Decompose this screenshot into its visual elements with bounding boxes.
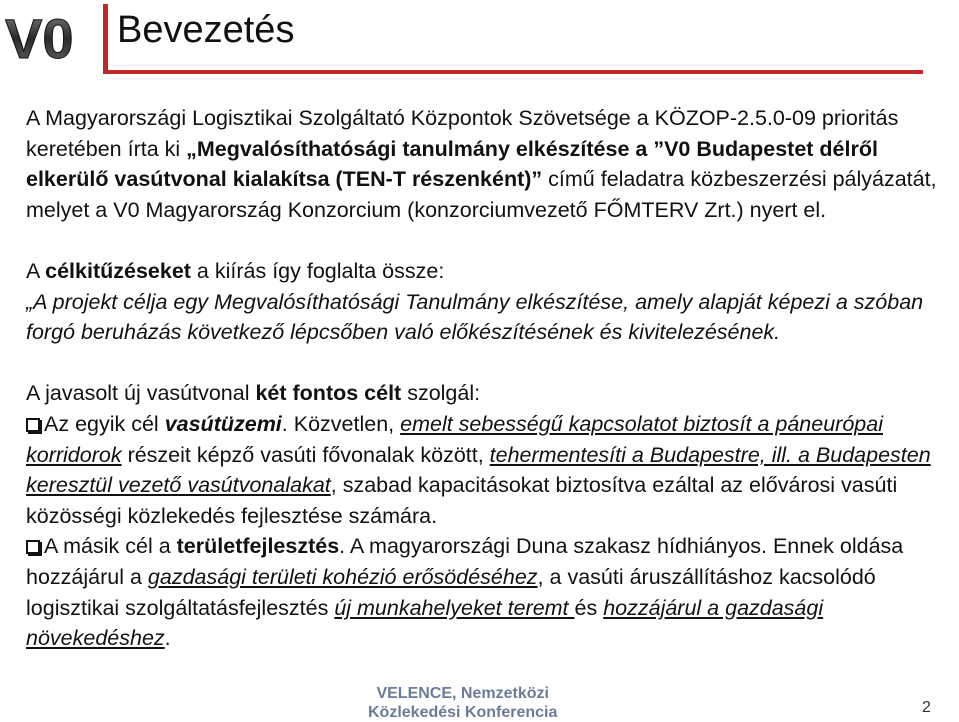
- v0-logo: [5, 8, 89, 66]
- bullet2-text-5: .: [164, 626, 171, 651]
- page-title: Bevezetés: [117, 9, 295, 51]
- slide-body: [26, 103, 938, 654]
- footer-line-2: Közlekedési Konferencia: [368, 704, 558, 721]
- bullet1-text-3: részeit képző vasúti fővonalak között,: [121, 442, 490, 467]
- bullet2-underlined-2: új munkahelyeket teremt: [334, 595, 575, 620]
- checkbox-bullet-icon: [26, 418, 40, 432]
- goals-keyword: két fontos célt: [255, 381, 402, 406]
- bullet-development: [26, 531, 938, 653]
- bullet-railway: [26, 409, 938, 531]
- bullet1-keyword: vasútüzemi: [164, 411, 282, 436]
- title-accent-bar: [103, 4, 108, 72]
- objectives-text-1: A: [26, 258, 46, 283]
- objectives-paragraph: [26, 256, 938, 287]
- bullet2-text-2: . A magyarországi Duna szakasz hídhiányos. Ennek oldása hozzájárul a: [26, 534, 904, 589]
- study-title: „Megvalósíthatósági tanulmány elkészítése a ”V0 Budapestet délről elkerülő vasútvonal kialakítsa (TEN-T részenként)”: [26, 136, 878, 192]
- bullet1-underlined-1: emelt sebességű kapcsolatot biztosít a páneurópai korridorok: [26, 411, 883, 467]
- footer-line-1: VELENCE, Nemzetközi: [376, 685, 549, 702]
- bullet2-text-1: A másik cél a: [44, 534, 177, 559]
- page-number: 2: [922, 699, 931, 716]
- checkbox-bullet-icon: [26, 540, 40, 554]
- intro-text-1: A Magyarországi Logisztikai Szolgáltató Központok Szövetsége a KÖZOP-2.5.0-09 prioritás keretében írta ki: [26, 106, 899, 161]
- goals-paragraph: [26, 378, 938, 409]
- goals-text-1: A javasolt új vasútvonal: [26, 381, 256, 406]
- intro-paragraph: [26, 103, 938, 225]
- bullet1-text-4: , szabad kapacitásokat biztosítva ezáltal az elővárosi vasúti közösségi közlekedés fejlesztése számára.: [26, 473, 898, 528]
- bullet1-text-1: Az egyik cél: [44, 411, 165, 436]
- bullet2-keyword: területfejlesztés: [176, 534, 340, 559]
- title-underline: [103, 70, 923, 74]
- bullet1-text-2: . Közvetlen,: [281, 411, 401, 436]
- objectives-text-2: a kiírás így foglalta össze:: [190, 258, 445, 283]
- goals-text-2: szolgál:: [401, 381, 481, 406]
- bullet2-underlined-3: hozzájárul a gazdasági növekedéshez: [26, 595, 824, 651]
- bullet2-text-3: , a vasúti áruszállításhoz kacsolódó logisztikai szolgáltatásfejlesztés: [26, 564, 876, 620]
- svg-text:V0: V0: [5, 8, 74, 66]
- objectives-keyword: célkitűzéseket: [45, 258, 191, 283]
- bullet2-text-4: és: [574, 595, 604, 620]
- title-area: [103, 0, 923, 78]
- footer-conference: [368, 684, 557, 722]
- objectives-quote: „A projekt célja egy Megvalósíthatósági Tanulmány elkészítése, amely alapját képezi a szóban forgó beruházás következő lépcsőben való előkészítésének és kivitelezésének.: [26, 289, 924, 345]
- bullet1-underlined-2: tehermentesíti a Budapestre, ill. a Budapesten keresztül vezető vasútvonalakat: [26, 442, 931, 498]
- intro-text-2: című feladatra közbeszerzési pályázatát, melyet a V0 Magyarország Konzorcium (konzorciumvezető FŐMTERV Zrt.) nyert el.: [26, 167, 937, 222]
- bullet2-underlined-1: gazdasági területi kohézió erősödéséhez: [147, 564, 538, 589]
